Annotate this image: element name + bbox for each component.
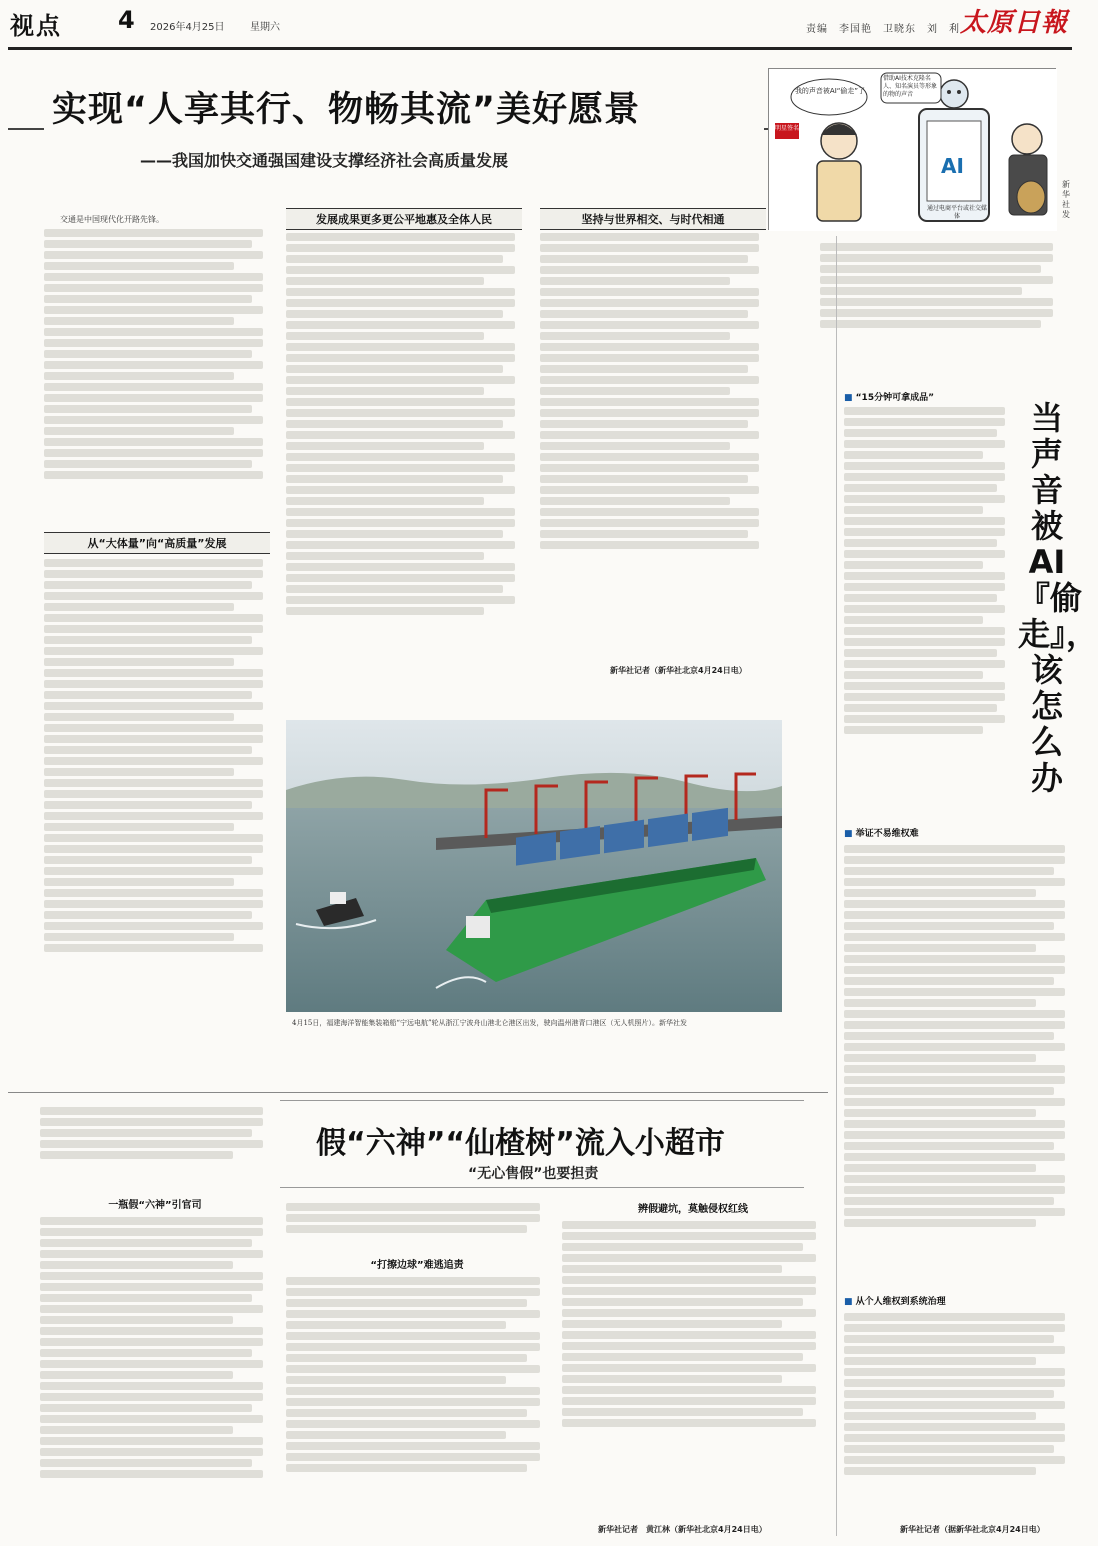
issue-date: 2026年4月25日 xyxy=(150,22,225,33)
side-byline: 新华社记者（据新华社北京4月24日电） xyxy=(900,1525,1045,1534)
side-subtitle-2-text: 举证不易维权难 xyxy=(855,829,919,839)
side-column-lower xyxy=(844,1310,1072,1516)
lead-subheadline: ——我国加快交通强国建设支撑经济社会高质量发展 xyxy=(140,151,509,170)
second-column-3 xyxy=(562,1218,824,1514)
second-subheadline: “无心售假”也要担责 xyxy=(468,1166,599,1182)
cartoon-sign: 通过电商平台或社交媒体 xyxy=(927,205,988,220)
side-subtitle-1-text: “15分钟可拿成品” xyxy=(855,393,934,403)
editors-credit: 责编 李国艳 卫晓东 刘 利 xyxy=(806,24,960,35)
second-byline: 新华社记者 黄江林（新华社北京4月24日电） xyxy=(598,1525,767,1534)
lead-section-title-3: 从“大体量”向“高质量”发展 xyxy=(44,532,270,554)
lead-headline[interactable]: 实现“人享其行、物畅其流”美好愿景 xyxy=(44,82,764,132)
ship-photo-image xyxy=(286,720,782,1012)
lead-intro: 交通是中国现代化开路先锋。 xyxy=(60,215,164,224)
second-headline[interactable]: 假“六神”“仙楂树”流入小超市 xyxy=(316,1126,725,1161)
side-column-upper xyxy=(844,404,1010,816)
lead-section-title-1: 发展成果更多更公平地惠及全体人民 xyxy=(286,208,522,230)
side-subtitle-1: ■ “15分钟可拿成品” xyxy=(844,393,934,403)
side-column-middle xyxy=(844,842,1072,1286)
cartoon-caption xyxy=(820,240,1060,331)
editorial-cartoon[interactable] xyxy=(768,68,1056,230)
second-subtitle-2: “打擦边球”难逃追责 xyxy=(370,1260,464,1271)
svg-text:AI: AI xyxy=(941,154,964,178)
page-number: 4 xyxy=(118,6,135,34)
cartoon-bubble-victim: 我的声音被AI“偷走”了 xyxy=(794,87,866,95)
side-subtitle-3-text: 从个人维权到系统治理 xyxy=(855,1297,946,1307)
second-subtitle-3: 辨假避坑，莫触侵权红线 xyxy=(638,1204,748,1215)
masthead-rule xyxy=(8,47,1072,50)
issue-weekday: 星期六 xyxy=(250,22,280,33)
second-column-2-top xyxy=(286,1200,548,1250)
lead-column-2 xyxy=(286,230,522,710)
second-column-1-top xyxy=(40,1104,270,1178)
side-subtitle-2: ■ 举证不易维权难 xyxy=(844,829,919,839)
lead-byline: 新华社记者（新华社北京4月24日电） xyxy=(610,666,747,675)
second-column-2 xyxy=(286,1274,548,1536)
second-column-1 xyxy=(40,1214,270,1536)
newspaper-logo: 太原日報 xyxy=(959,8,1068,38)
container-ship-photo[interactable] xyxy=(286,720,782,1012)
cartoon-credit: 新华社发 xyxy=(1062,180,1070,219)
side-subtitle-3: ■ 从个人维权到系统治理 xyxy=(844,1297,946,1307)
lead-column-1-lower xyxy=(44,556,270,1034)
lead-column-3 xyxy=(540,230,766,662)
second-subtitle-1: 一瓶假“六神”引官司 xyxy=(108,1200,202,1211)
column-divider xyxy=(836,236,837,1536)
story-divider xyxy=(8,1092,828,1093)
lead-column-1 xyxy=(44,214,270,524)
lead-section-title-2: 坚持与世界相交、与时代相通 xyxy=(540,208,766,230)
cartoon-tag: 明星签名 xyxy=(775,125,800,132)
section-name: 视点 xyxy=(10,12,62,40)
cartoon-bubble-ai: 借助AI技术克隆名人、知名演员等形象的物的声音 xyxy=(883,75,938,98)
side-feature-title[interactable]: 当声音被AI『偷走』，该怎么办 xyxy=(1018,399,1098,797)
photo-caption: 4月15日，福建海洋智能集装箱船“宁远电航”轮从浙江宁波舟山港北仑港区出发，驶向温州港青口港区（无人机照片）。新华社发 xyxy=(292,1019,688,1027)
